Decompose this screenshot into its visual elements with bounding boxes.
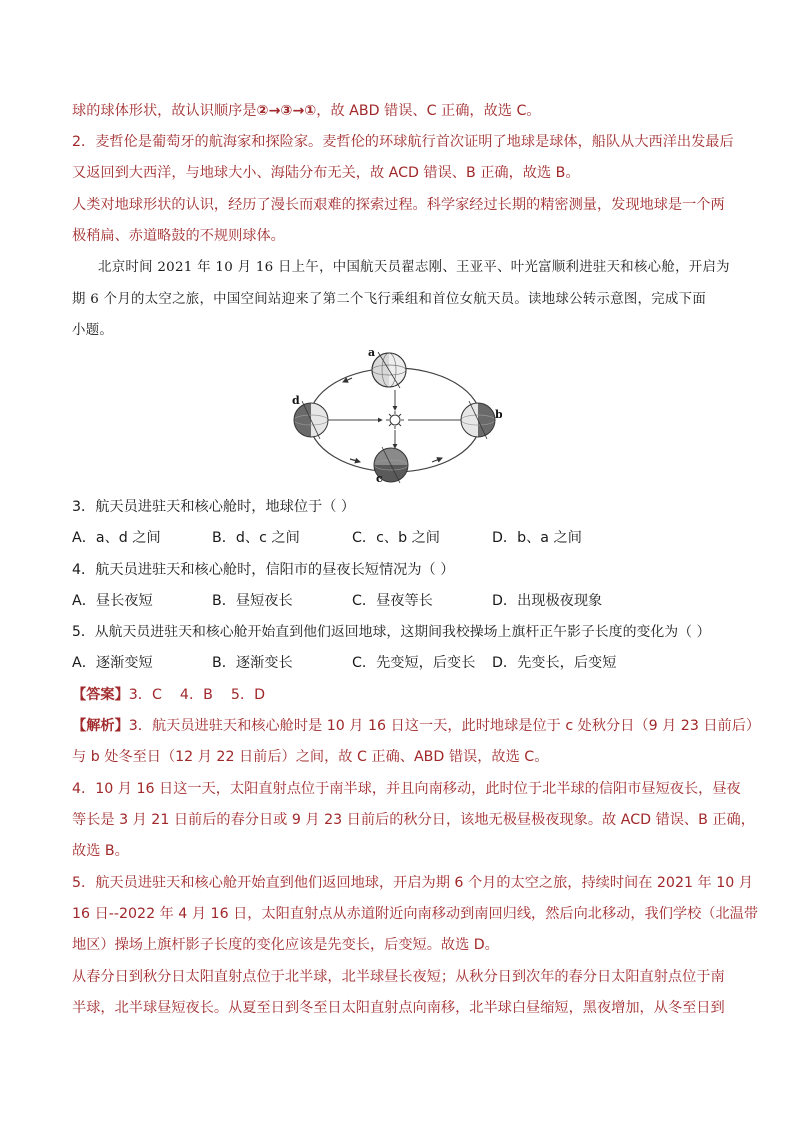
analysis-text: 3．航天员进驻天和核心舱时是 10 月 16 日这一天，此时地球是位于 c 处秋分日（9 月 23 日前后） (128, 718, 761, 734)
analysis-line-6: 5．航天员进驻天和核心舱开始直到他们返回地球，开启为期 6 个月的太空之旅，持续时间在 2021 年 10 月 (72, 875, 753, 891)
option-a: A．昼长夜短 (72, 593, 153, 609)
orbit-arrow-1 (350, 459, 360, 462)
question-4: 4．航天员进驻天和核心舱时，信阳市的昼夜长短情况为（ ） (72, 562, 455, 578)
question-5: 5．从航天员进驻天和核心舱开始直到他们返回地球，这期间我校操场上旗杆正午影子长度的变化为（ ） (72, 624, 711, 640)
explain-prev-text-end: ，故 ABD 错误、C 正确，故选 C。 (316, 103, 541, 119)
label-a: a (368, 348, 376, 359)
analysis-line-2: 与 b 处冬至日（12 月 22 日前后）之间，故 C 正确、ABD 错误，故选 C。 (72, 749, 549, 765)
sun-icon (386, 411, 404, 429)
option-d: D．先变长，后变短 (492, 655, 617, 671)
order-sequence: ②→③→① (256, 103, 317, 119)
answer-tag: 【答案】 (72, 687, 129, 703)
option-a: A．逐渐变短 (72, 655, 153, 671)
answer-text: 3．C 4．B 5．D (128, 687, 266, 703)
analysis-line-5: 故选 B。 (72, 843, 129, 859)
note-line-2: 极稍扁、赤道略鼓的不规则球体。 (72, 228, 285, 244)
orbit-arrow-2 (432, 458, 442, 462)
stem-line-2: 期 6 个月的太空之旅，中国空间站迎来了第二个飞行乘组和首位女航天员。读地球公转示意图，完成下面 (72, 292, 707, 307)
explain-q2-line-2: 又返回到大西洋，与地球大小、海陆分布无关，故 ACD 错误、B 正确，故选 B。 (72, 165, 580, 181)
label-c: c (376, 472, 383, 484)
orbit-arrow-3 (343, 378, 352, 382)
question-3: 3．航天员进驻天和核心舱时，地球位于（ ） (72, 499, 356, 515)
option-b: B．昼短夜长 (212, 593, 293, 609)
earth-revolution-diagram (288, 348, 502, 484)
option-d: D．出现极夜现象 (492, 593, 603, 609)
analysis-line-4: 等长是 3 月 21 日前后的春分日或 9 月 23 日前后的秋分日，该地无极昼极夜现象。故 ACD 错误、B 正确， (72, 812, 755, 828)
explain-prev-text: 球的球体形状，故认识顺序是 (72, 103, 257, 119)
label-b: b (495, 408, 502, 421)
globe-b (461, 401, 495, 439)
option-b: B．d、c 之间 (212, 530, 300, 546)
analysis-line-8: 地区）操场上旗杆影子长度的变化应该是先变长，后变短。故选 D。 (72, 937, 499, 953)
explain-prev-line-1 (72, 101, 541, 121)
note-line-1: 人类对地球形状的认识，经历了漫长而艰难的探索过程。科学家经过长期的精密测量，发现地球是一个两 (72, 197, 725, 213)
option-a: A．a、d 之间 (72, 530, 161, 546)
answer-row (72, 685, 265, 705)
analysis-line-3: 4．10 月 16 日这一天，太阳直射点位于南半球，并且向南移动，此时位于北半球的信阳市昼短夜长，昼夜 (72, 781, 741, 797)
analysis-line-9: 从春分日到秋分日太阳直射点位于北半球，北半球昼长夜短；从秋分日到次年的春分日太阳直射点位于南 (72, 969, 725, 985)
stem-line-1: 北京时间 2021 年 10 月 16 日上午，中国航天员翟志刚、王亚平、叶光富顺利进驻天和核心舱，开启为 (98, 260, 730, 275)
analysis-line-1 (72, 716, 760, 736)
analysis-tag: 【解析】 (72, 718, 129, 734)
option-b: B．逐渐变长 (212, 655, 293, 671)
option-c: C．c、b 之间 (352, 530, 440, 546)
stem-line-3: 小题。 (72, 323, 114, 338)
option-c: C．昼夜等长 (352, 593, 433, 609)
label-d: d (292, 394, 300, 407)
explain-q2-line-1: 2．麦哲伦是葡萄牙的航海家和探险家。麦哲伦的环球航行首次证明了地球是球体，船队从大西洋出发最后 (72, 134, 734, 150)
option-c: C．先变短，后变长 (352, 655, 476, 671)
analysis-line-7: 16 日--2022 年 4 月 16 日，太阳直射点从赤道附近向南移动到南回归线，然后向北移动，我们学校（北温带 (72, 906, 759, 922)
orbit-svg (288, 348, 502, 484)
analysis-line-10: 半球，北半球昼短夜长。从夏至日到冬至日太阳直射点向南移，北半球白昼缩短，黑夜增加，从冬至日到 (72, 1000, 725, 1016)
option-d: D．b、a 之间 (492, 530, 582, 546)
globe-a (372, 352, 406, 388)
